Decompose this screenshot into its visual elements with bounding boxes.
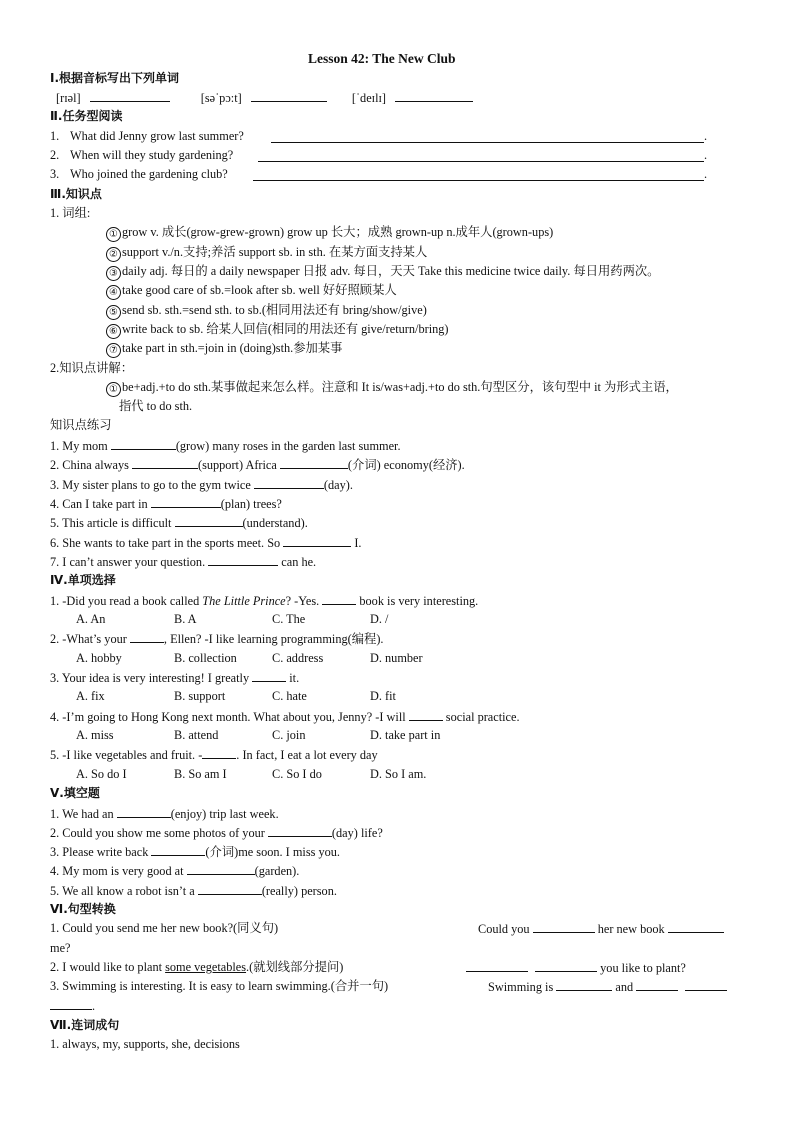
transform-q2: 2. I would like to plant some vegetables.(就划线部分提问) bbox=[50, 960, 344, 974]
phonetic-1: [rɪəl] bbox=[56, 91, 81, 105]
answer-line[interactable] bbox=[258, 161, 704, 162]
answer-blank[interactable] bbox=[556, 979, 612, 991]
section-2-heading: Ⅱ.任务型阅读 bbox=[50, 109, 123, 123]
option[interactable]: D. number bbox=[370, 651, 423, 665]
practice-item: 6. She wants to take part in the sports meet. So I. bbox=[50, 536, 362, 550]
option[interactable]: A. An bbox=[76, 612, 106, 626]
mc-options bbox=[76, 651, 468, 665]
mc-question: 2. -What’s your , Ellen? -I like learning programming(编程). bbox=[50, 632, 384, 646]
option[interactable]: A. miss bbox=[76, 728, 114, 742]
word-order-item: 1. always, my, supports, she, decisions bbox=[50, 1037, 240, 1051]
answer-blank[interactable] bbox=[395, 90, 473, 102]
answer-blank[interactable] bbox=[533, 921, 595, 933]
phonetic-2: [səˈpɔ:t] bbox=[200, 91, 242, 105]
option[interactable]: A. fix bbox=[76, 689, 105, 703]
answer-blank[interactable] bbox=[117, 806, 171, 818]
option[interactable]: A. hobby bbox=[76, 651, 122, 665]
option[interactable]: D. take part in bbox=[370, 728, 441, 742]
section-1-heading: Ⅰ.根据音标写出下列单词 bbox=[50, 71, 180, 85]
option[interactable]: C. hate bbox=[272, 689, 307, 703]
practice-item: 4. Can I take part in (plan) trees? bbox=[50, 497, 282, 511]
mc-options bbox=[76, 689, 468, 703]
page-title: Lesson 42: The New Club bbox=[308, 51, 456, 66]
phrase-item: ③ daily adj. 每日的 a daily newspaper 日报 adv. 每日，天天 Take this medicine twice daily. 每日用药两次。 bbox=[106, 264, 659, 281]
mc-question: 1. -Did you read a book called The Little Prince? -Yes. book is very interesting. bbox=[50, 594, 479, 608]
practice-item: 5. This article is difficult (understand). bbox=[50, 516, 308, 530]
phrase-item: ④ take good care of sb.=look after sb. well 好好照顾某人 bbox=[106, 283, 397, 300]
answer-blank[interactable] bbox=[251, 90, 327, 102]
answer-line[interactable] bbox=[253, 180, 704, 181]
phrases-subheading: 1. 词组: bbox=[50, 206, 91, 220]
explain-subheading: 2.知识点讲解： bbox=[50, 361, 134, 375]
phonetic-3: [ˈdeɪlɪ] bbox=[351, 91, 387, 105]
section-3-heading: Ⅲ.知识点 bbox=[50, 187, 102, 201]
line-end-period: . bbox=[704, 148, 708, 162]
fill-item: 1. We had an (enjoy) trip last week. bbox=[50, 807, 279, 821]
practice-item: 3. My sister plans to go to the gym twice (day). bbox=[50, 478, 353, 492]
option[interactable]: B. A bbox=[174, 612, 197, 626]
underlined-phrase: some vegetables bbox=[165, 960, 247, 974]
transform-q1: 1. Could you send me her new book?(同义句) bbox=[50, 921, 279, 935]
answer-blank[interactable] bbox=[198, 883, 262, 895]
option[interactable]: D. / bbox=[370, 612, 389, 626]
option[interactable]: C. So I do bbox=[272, 767, 322, 781]
practice-item: 7. I can’t answer your question. can he. bbox=[50, 555, 317, 569]
answer-blank[interactable] bbox=[268, 825, 332, 837]
answer-blank[interactable] bbox=[283, 535, 351, 547]
option[interactable]: B. So am I bbox=[174, 767, 227, 781]
transform-q2-answer: you like to plant? bbox=[466, 960, 686, 975]
explain-line-1: ① be+adj.+to do sth.某事做起来怎么样。注意和 It is/was+adj.+to do sth.句型区分，该句型中 it 为形式主语， bbox=[106, 380, 678, 397]
fill-item: 2. Could you show me some photos of your (day) life? bbox=[50, 826, 383, 840]
answer-blank[interactable] bbox=[280, 457, 348, 469]
mc-options bbox=[76, 612, 468, 626]
line-end-period: . bbox=[704, 167, 708, 181]
fill-item: 3. Please write back (介词)me soon. I miss you. bbox=[50, 845, 340, 859]
mc-question: 5. -I like vegetables and fruit. - . In fact, I eat a lot every day bbox=[50, 748, 378, 762]
phrase-item: ② support v./n.支持;养活 support sb. in sth. 在某方面支持某人 bbox=[106, 245, 427, 262]
answer-blank[interactable] bbox=[252, 670, 286, 682]
answer-blank[interactable] bbox=[322, 593, 356, 605]
option[interactable]: D. fit bbox=[370, 689, 396, 703]
answer-blank[interactable] bbox=[208, 554, 278, 566]
answer-blank[interactable] bbox=[202, 747, 236, 759]
phonetic-row bbox=[56, 90, 473, 105]
section-6-heading: Ⅵ.句型转换 bbox=[50, 902, 116, 916]
answer-blank[interactable] bbox=[187, 863, 255, 875]
phrase-item: ① grow v. 成长(grow-grew-grown) grow up 长大；成熟 grown-up n.成年人(grown-ups) bbox=[106, 225, 553, 242]
phrase-item: ⑥ write back to sb. 给某人回信(相同的用法还有 give/return/bring) bbox=[106, 322, 449, 339]
answer-blank[interactable] bbox=[685, 979, 727, 991]
mc-question: 3. Your idea is very interesting! I greatly it. bbox=[50, 671, 300, 685]
option[interactable]: B. collection bbox=[174, 651, 237, 665]
practice-item: 1. My mom (grow) many roses in the garden last summer. bbox=[50, 439, 401, 453]
option[interactable]: B. support bbox=[174, 689, 226, 703]
option[interactable]: B. attend bbox=[174, 728, 219, 742]
option[interactable]: C. The bbox=[272, 612, 306, 626]
answer-blank[interactable] bbox=[132, 457, 198, 469]
section-7-heading: Ⅶ.连词成句 bbox=[50, 1018, 120, 1032]
answer-blank[interactable] bbox=[90, 90, 170, 102]
answer-blank[interactable] bbox=[535, 960, 597, 972]
mc-options bbox=[76, 728, 468, 742]
answer-line[interactable] bbox=[271, 142, 704, 143]
fill-item: 5. We all know a robot isn’t a (really) person. bbox=[50, 884, 337, 898]
reading-question: 1. What did Jenny grow last summer? bbox=[50, 129, 244, 143]
transform-q3: 3. Swimming is interesting. It is easy to learn swimming.(合并一句) bbox=[50, 979, 389, 993]
transform-q1-wrap: me? bbox=[50, 941, 71, 955]
option[interactable]: A. So do I bbox=[76, 767, 127, 781]
mc-options bbox=[76, 767, 468, 781]
practice-heading: 知识点练习 bbox=[50, 418, 112, 432]
transform-q3-answer: Swimming is and bbox=[488, 979, 727, 994]
phrase-item: ⑤ send sb. sth.=send sth. to sb.(相同用法还有 bring/show/give) bbox=[106, 303, 427, 320]
transform-q3-wrap: . bbox=[50, 998, 95, 1013]
answer-blank[interactable] bbox=[466, 960, 528, 972]
reading-question: 2. When will they study gardening? bbox=[50, 148, 234, 162]
phrase-item: ⑦ take part in sth.=join in (doing)sth.参加某事 bbox=[106, 341, 342, 358]
option[interactable]: C. address bbox=[272, 651, 324, 665]
answer-blank[interactable] bbox=[151, 844, 205, 856]
answer-blank[interactable] bbox=[130, 631, 164, 643]
answer-blank[interactable] bbox=[409, 709, 443, 721]
explain-line-2: 指代 to do sth. bbox=[119, 399, 193, 413]
answer-blank[interactable] bbox=[151, 496, 221, 508]
line-end-period: . bbox=[704, 129, 708, 143]
answer-blank[interactable] bbox=[175, 515, 243, 527]
section-4-heading: Ⅳ.单项选择 bbox=[50, 573, 116, 587]
option[interactable]: C. join bbox=[272, 728, 306, 742]
answer-blank[interactable] bbox=[111, 438, 176, 450]
practice-item: 2. China always (support) Africa (介词) economy(经济). bbox=[50, 458, 465, 472]
fill-item: 4. My mom is very good at (garden). bbox=[50, 864, 300, 878]
reading-question: 3. Who joined the gardening club? bbox=[50, 167, 228, 181]
answer-blank[interactable] bbox=[636, 979, 678, 991]
transform-q1-answer: Could you her new book bbox=[478, 921, 724, 936]
section-5-heading: Ⅴ.填空题 bbox=[50, 786, 100, 800]
answer-blank[interactable] bbox=[50, 998, 92, 1010]
answer-blank[interactable] bbox=[254, 477, 324, 489]
mc-question: 4. -I’m going to Hong Kong next month. What about you, Jenny? -I will social practice. bbox=[50, 710, 520, 724]
answer-blank[interactable] bbox=[668, 921, 724, 933]
option[interactable]: D. So I am. bbox=[370, 767, 427, 781]
